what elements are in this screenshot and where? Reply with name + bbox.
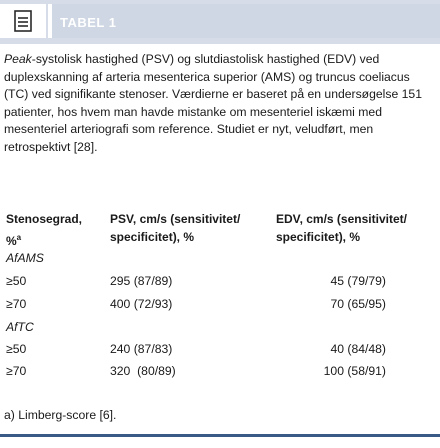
caption-text: -systolisk hastighed (PSV) og slutdiastolisk hastighed (EDV) ved duplexskanning af arteria mesenterica superior (AMS) og truncus coeliacus (TC) ved signifikante stenoser. Værdierne er baseret på en undersøgelse 151 patienter, hos hvem man havde mistanke om mesenteriel iskæmi med mesenteriel arteriografi som reference. Studiet er nyt, veludført, men retrospektivt [28]. (4, 52, 422, 154)
row-grade: ≥70 (6, 364, 27, 378)
group-label-tc: AfTC (6, 320, 34, 334)
group-label-ams: AfAMS (6, 251, 44, 265)
header-col1-percent: % (6, 234, 17, 248)
table-icon (14, 10, 32, 32)
header-col2-line2: specificitet), % (110, 230, 195, 244)
row-psv: 240 (87/83) (110, 342, 173, 356)
row-edv: 45 (79/79) (330, 274, 386, 288)
caption-lead: Peak (4, 52, 32, 66)
row-grade: ≥50 (6, 274, 27, 288)
header-col3-line1: EDV, cm/s (sensitivitet/ (276, 212, 407, 226)
row-edv: 70 (65/95) (330, 297, 386, 311)
header-separator (46, 4, 48, 38)
row-psv: 295 (87/89) (110, 274, 173, 288)
row-edv: 100 (58/91) (323, 364, 386, 378)
header-col3-line2: specificitet), % (276, 230, 361, 244)
header-col1-line1: Stenosegrad, (6, 212, 83, 226)
header-col1-line2 (6, 229, 21, 251)
bottom-rule (0, 434, 440, 437)
footnote: a) Limberg-score [6]. (4, 408, 117, 422)
row-grade: ≥50 (6, 342, 27, 356)
row-psv: 320 (80/89) (110, 364, 176, 378)
row-psv: 400 (72/93) (110, 297, 173, 311)
row-edv: 40 (84/48) (330, 342, 386, 356)
header-col1-footnote-mark: a (16, 233, 22, 242)
table-title: TABEL 1 (60, 15, 117, 30)
row-grade: ≥70 (6, 297, 27, 311)
header-col2-line1: PSV, cm/s (sensitivitet/ (110, 212, 241, 226)
table-caption (4, 51, 436, 157)
